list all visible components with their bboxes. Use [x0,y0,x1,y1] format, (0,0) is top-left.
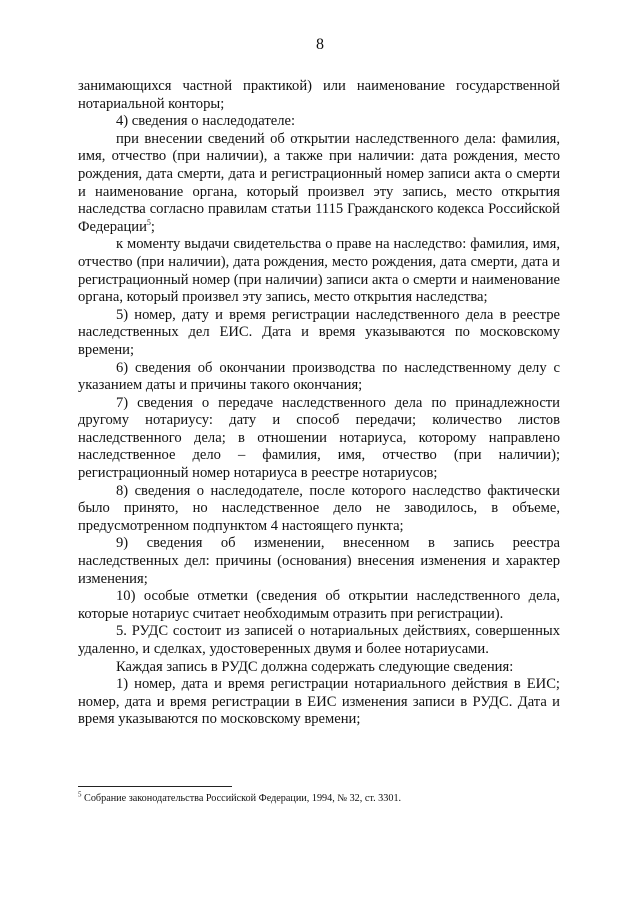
paragraph-text: при внесении сведений об открытии наследственного дела: фамилия, имя, отчество (при наличии), а также при наличии: дата рождения, место рождения, дата смерти, дата и регистрационный номер записи акта о смерти и наименование органа, который произвел эту запись, место открытия наследства согласно правилам статьи 1115 Гражданского кодекса Российской Федерации [78,130,560,235]
paragraph [78,131,560,237]
footnote-marker: 5 [78,790,82,799]
paragraph: 1) номер, дата и время регистрации нотариального действия в ЕИС; номер, дата и время регистрации в ЕИС изменения записи в РУДС. Дата и время указываются по московскому времени; [78,676,560,728]
paragraph: 7) сведения о передаче наследственного дела по принадлежности другому нотариусу: дату и способ передачи; количество листов наследственного дела; в отношении нотариуса, которому направлено наследственное дело – фамилия, имя, отчество (при наличии); регистрационный номер нотариуса в реестре нотариусов; [78,394,560,482]
paragraph: 4) сведения о наследодателе: [116,113,296,130]
paragraph: занимающихся частной практикой) или наименование государственной нотариальной конторы; [78,78,560,112]
paragraph: 8) сведения о наследодателе, после которого наследство фактически было принято, но наследственное дело не заводилось, в объеме, предусмотренном подпунктом 4 настоящего пункта; [78,482,560,534]
footnote-reference[interactable]: 5 [146,217,151,227]
paragraph-tail: ; [150,218,155,235]
body-text [78,78,560,729]
paragraph: 6) сведения об окончании производства по наследственному делу с указанием даты и причины такого окончания; [78,359,560,394]
paragraph: Каждая запись в РУДС должна содержать следующие сведения: [116,658,514,675]
paragraph: 9) сведения об изменении, внесенном в запись реестра наследственных дел: причины (основания) внесения изменения и характер изменения; [78,535,560,587]
footnote-text: Собрание законодательства Российской Федерации, 1994, № 32, ст. 3301. [84,793,402,804]
footnote [78,792,560,805]
paragraph: к моменту выдачи свидетельства о праве на наследство: фамилия, имя, отчество (при наличии), дата рождения, место рождения, дата смерти, дата и регистрационный номер (при наличии) записи акта о смерти и наименование органа, который произвел эту запись, место открытия наследства; [78,236,560,306]
page-number: 8 [316,36,324,53]
paragraph: 5. РУДС состоит из записей о нотариальных действиях, совершенных удаленно, и сделках, удостоверенных двумя и более нотариусами. [78,623,560,657]
paragraph: 10) особые отметки (сведения об открытии наследственного дела, которые нотариус считает необходимым отразить при регистрации). [78,588,560,622]
footnote-divider [78,786,232,787]
paragraph: 5) номер, дату и время регистрации наследственного дела в реестре наследственных дел ЕИС. Дата и время указываются по московскому времени; [78,306,560,358]
